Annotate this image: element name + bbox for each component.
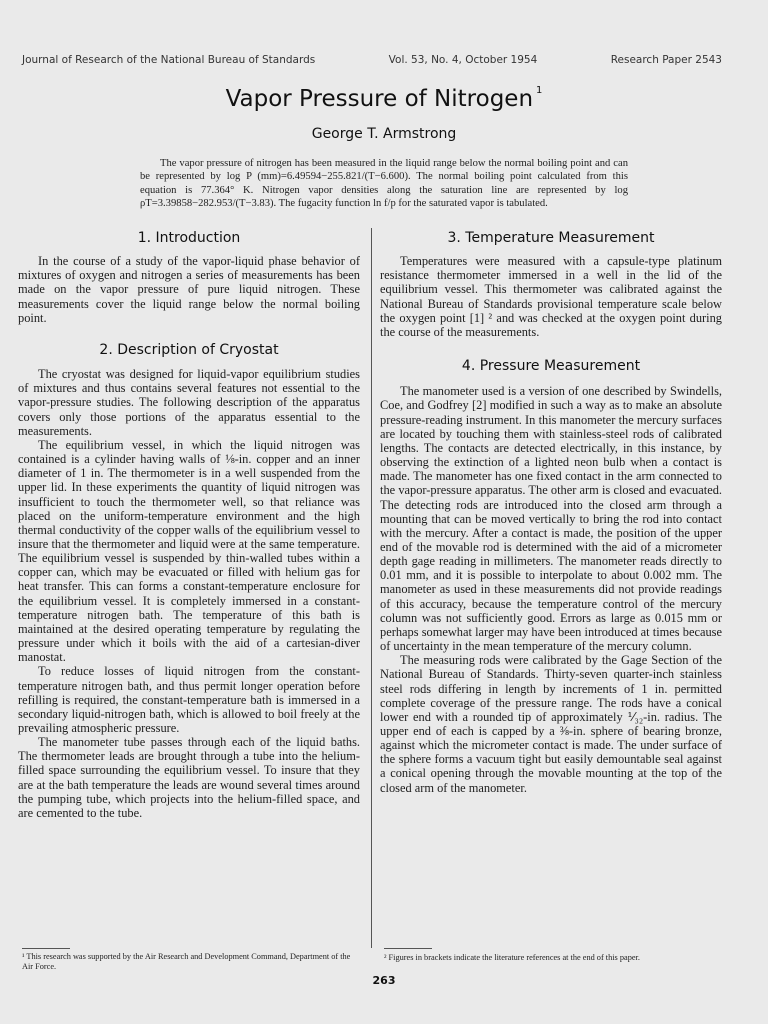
volume-info: Vol. 53, No. 4, October 1954	[388, 54, 538, 66]
running-head	[22, 54, 722, 66]
cryostat-paragraph: To reduce losses of liquid nitrogen from the constant-temperature nitrogen bath, and thus permit longer operation before refilling is required, the constant-temperature bath is immersed in a secondary liquid-nitrogen bath, which is allowed to boil freely at the prevailing atmospheric pressure.	[18, 664, 360, 735]
column-divider	[371, 228, 372, 948]
paper-title-text: Vapor Pressure of Nitrogen	[225, 86, 534, 112]
footnote-right: ² Figures in brackets indicate the literature references at the end of this paper.	[384, 953, 640, 962]
cryostat-paragraph: The equilibrium vessel, in which the liquid nitrogen was contained is a cylinder having walls of ⅛-in. copper and an inner diameter of 1 in. The thermometer is in a well suspended from the upper lid. In these experiments the quantity of liquid nitrogen was insufficient to touch the thermometer well, so that reliance was placed on the uniform-temperature environment and the high thermal conductivity of the copper walls of the equilibrium vessel to insure that the thermometer and liquid were at the same temperature. The equilibrium vessel is suspended by thin-walled tubes within a copper can, which may be evacuated or filled with helium gas for heat transfer. This can forms a constant-temperature enclosure for the equilibrium vessel. It is completely immersed in a constant-temperature nitrogen bath. The temperature of this bath is maintained at the desired operating temperature by regulating the pressure under which it boils with the aid of a cartesian-diver manostat.	[18, 437, 360, 665]
right-column	[380, 231, 722, 795]
section-heading-cryostat: 2. Description of Cryostat	[99, 341, 279, 358]
pressure-paragraph: The manometer used is a version of one described by Swindells, Coe, and Godfrey [2] modified in such a way as to make an absolute pressure-reading instrument. In this manometer the mercury surfaces are located by touching them with stainless-steel rods of calibrated lengths. The contacts are detected electrically, in this instance, by observing the extinction of a lighted neon bulb when a contact is made. The manometer has one fixed contact in the arm connected to the vapor-pressure apparatus. The other arm is closed and evacuated. The detecting rods are introduced into the closed arm through a mounting that can be moved vertically to bring the rod into contact with the mercury. After a contact is made, the position of the upper end of the movable rod is determined with the aid of a micrometer depth gage reading in millimeters. The manometer reads directly to 0.01 mm, and it is possible to interpolate to about 0.002 mm. The manometer as used in these measurements did not provide readings of this accuracy, because the temperature control of the mercury column was not sufficiently good. Errors as large as 0.015 mm or perhaps somewhat larger may have been introduced at times because of uncertainty in the mean temperature of the mercury column.	[380, 384, 722, 654]
paper-number: Research Paper 2543	[610, 54, 722, 66]
author-name: George T. Armstrong	[311, 126, 457, 142]
title-footnote-marker: 1	[536, 85, 543, 97]
paper-title	[0, 86, 768, 112]
page-number: 263	[372, 974, 396, 987]
footnote-left: ¹ This research was supported by the Air Research and Development Command, Department of the Air Force.	[22, 952, 351, 971]
section-heading-introduction: 1. Introduction	[137, 230, 241, 246]
cryostat-paragraph: The cryostat was designed for liquid-vapor equilibrium studies of mixtures and thus contains several features not essential to the vapor-pressure studies. The following description of the apparatus covers only those portions of the apparatus essential to the measurements.	[18, 367, 360, 438]
section-heading-temperature: 3. Temperature Measurement	[447, 230, 655, 246]
pressure-paragraph: The measuring rods were calibrated by the Gage Section of the National Bureau of Standards. Thirty-seven quarter-inch stainless steel rods differing in length by increments of 1 in. permitted complete coverage of the pressure range. The rods have a conical lower end with a rounded tip of approximately ⅟₃₂-in. radius. The upper end of each is capped by a ⅜-in. sphere of bearing bronze, against which the micrometer contact is made. The under surface of the sphere forms a vacuum tight but easily demountable seal against a conical opening through the movable mounting at the top of the closed arm of the manometer.	[380, 653, 722, 795]
introduction-paragraph: In the course of a study of the vapor-liquid phase behavior of mixtures of oxygen and nitrogen a series of measurements has been made on the vapor pressure of pure liquid nitrogen. These measurements cover the liquid range below the normal boiling point.	[18, 254, 360, 325]
temperature-paragraph: Temperatures were measured with a capsule-type platinum resistance thermometer immersed in a well in the lid of the equilibrium vessel. This thermometer was calibrated against the National Bureau of Standards provisional temperature scale below the oxygen point [1] ² and was checked at the oxygen point during the course of the measurements.	[380, 254, 722, 339]
footnote-rule-left	[22, 948, 70, 949]
section-heading-pressure: 4. Pressure Measurement	[461, 358, 641, 375]
abstract: The vapor pressure of nitrogen has been measured in the liquid range below the normal boiling point and can be represented by log P (mm)=6.49594−255.821/(T−6.600). The normal boiling point calculated from this equation is 77.364° K. Nitrogen vapor densities along the saturation line are represented by log ρT=3.39858−282.953/(T−3.83). The fugacity function ln f/p for the saturated vapor is tabulated.	[140, 158, 628, 209]
footnote-rule-right	[384, 948, 432, 949]
left-column	[18, 231, 360, 820]
cryostat-paragraph: The manometer tube passes through each of the liquid baths. The thermometer leads are brought through a tube into the helium-filled space surrounding the equilibrium vessel. To insure that they are at the bath temperature the leads are wound several times around the pumping tube, which projects into the helium-filled space, and are cemented to the tube.	[18, 735, 360, 820]
journal-name: Journal of Research of the National Bureau of Standards	[22, 54, 316, 66]
